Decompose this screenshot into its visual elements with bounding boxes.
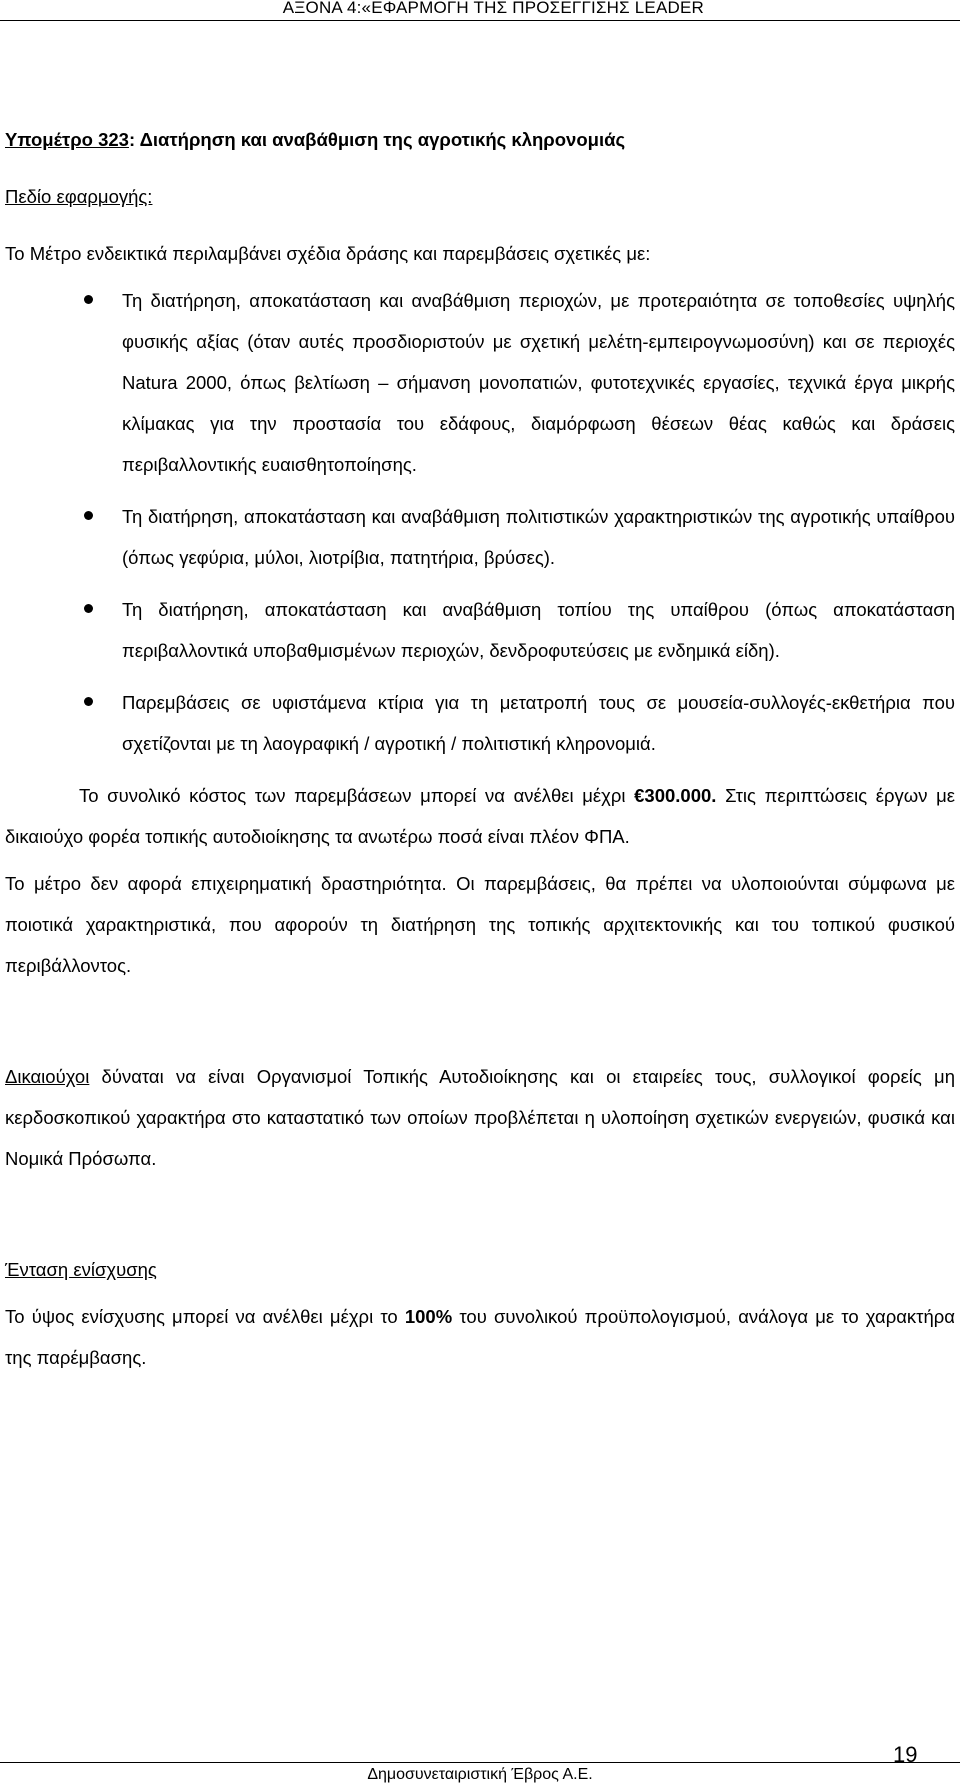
document-body xyxy=(5,119,955,1378)
bullet-text: Παρεμβάσεις σε υφιστάμενα κτίρια για τη μετατροπή τους σε μουσεία-συλλογές-εκθετήρια που σχετίζονται με τη λαογραφική / αγροτική / πολιτιστική κληρονομιά. xyxy=(122,692,955,754)
header-title: ΑΞΟΝΑ 4:«ΕΦΑΡΜΟΓΗ ΤΗΣ ΠΡΟΣΕΓΓΙΣΗΣ LEADER xyxy=(282,0,704,17)
cost-amount: €300.000. xyxy=(634,785,717,806)
measure-title-text: : Διατήρηση και αναβάθμιση της αγροτικής κληρονομιάς xyxy=(128,129,626,150)
bullet-icon xyxy=(84,604,93,613)
measure-code: Υπομέτρο 323 xyxy=(5,129,129,150)
support-text-before: Το ύψος ενίσχυσης μπορεί να ανέλθει μέχρι το xyxy=(5,1306,405,1327)
bullet-icon xyxy=(84,511,93,520)
page-number: 19 xyxy=(893,1742,918,1767)
scope-label: Πεδίο εφαρμογής: xyxy=(5,186,153,207)
scope-intro: Το Μέτρο ενδεικτικά περιλαμβάνει σχέδια δράσης και παρεμβάσεις σχετικές με: xyxy=(5,243,651,264)
bullet-text: Τη διατήρηση, αποκατάσταση και αναβάθμιση περιοχών, με προτεραιότητα σε τοποθεσίες υψηλής φυσικής αξίας (όταν αυτές προσδιοριστούν με σχετική μελέτη-εμπειρογνωμοσύνη) και σε περιοχές Natura 2000, όπως βελτίωση – σήμανση μονοπατιών, φυτοτεχνικές εργασίες, τεχνικά έργα μικρής κλίμακας για την προστασία του εδάφους, διαμόρφωση θέσεων θέας καθώς και δράσεις περιβαλλοντικής ευαισθητοποίησης. xyxy=(122,290,955,475)
list-item xyxy=(5,589,955,671)
support-percent: 100% xyxy=(404,1306,453,1327)
list-item xyxy=(5,496,955,578)
scope-bullet-list xyxy=(5,280,955,764)
bullet-text: Τη διατήρηση, αποκατάσταση και αναβάθμιση πολιτιστικών χαρακτηριστικών της αγροτικής υπαίθρου (όπως γεφύρια, μύλοι, λιοτρίβια, πατητήρια, βρύσες). xyxy=(122,506,955,568)
cost-paragraph xyxy=(5,775,955,857)
beneficiaries-text: δύναται να είναι Οργανισμοί Τοπικής Αυτοδιοίκησης και οι εταιρείες τους, συλλογικοί φορείς μη κερδοσκοπικού χαρακτήρα στο καταστατικό των οποίων προβλέπεται η υλοποίηση σχετικών ενεργειών, φυσικά και Νομικά Πρόσωπα. xyxy=(5,1066,955,1169)
bullet-text: Τη διατήρηση, αποκατάσταση και αναβάθμιση τοπίου της υπαίθρου (όπως αποκατάσταση περιβαλλοντικά υποβαθμισμένων περιοχών, δενδροφυτεύσεις με ενδημικά είδη). xyxy=(122,599,955,661)
footer-divider xyxy=(0,1762,960,1763)
bullet-icon xyxy=(84,697,93,706)
business-note-paragraph: Το μέτρο δεν αφορά επιχειρηματική δραστηριότητα. Οι παρεμβάσεις, θα πρέπει να υλοποιούνται σύμφωνα με ποιοτικά χαρακτηριστικά, που αφορούν τη διατήρηση της τοπικής αρχιτεκτονικής και του τοπικού φυσικού περιβάλλοντος. xyxy=(5,873,955,976)
cost-text-after: Στις περιπτώσεις έργων με δικαιούχο φορέα τοπικής αυτοδιοίκησης τα ανωτέρω ποσά είναι πλέον ΦΠΑ. xyxy=(5,785,956,847)
list-item xyxy=(5,280,955,485)
page-header xyxy=(0,0,960,20)
header-divider xyxy=(0,20,960,21)
measure-title xyxy=(5,119,955,160)
support-label xyxy=(5,1249,955,1290)
cost-text-before: Το συνολικό κόστος των παρεμβάσεων μπορεί να ανέλθει μέχρι xyxy=(79,785,635,806)
support-text-after: του συνολικού προϋπολογισμού, ανάλογα με το χαρακτήρα της παρέμβασης. xyxy=(5,1306,955,1368)
support-paragraph xyxy=(5,1296,955,1378)
footer-company: Δημοσυνεταιριστική Έβρος Α.Ε. xyxy=(367,1766,593,1783)
beneficiaries-paragraph xyxy=(5,1056,955,1179)
beneficiaries-label: Δικαιούχοι xyxy=(5,1066,90,1087)
bullet-icon xyxy=(84,295,93,304)
list-item xyxy=(5,682,955,764)
support-label-text: Ένταση ενίσχυσης xyxy=(5,1259,157,1280)
